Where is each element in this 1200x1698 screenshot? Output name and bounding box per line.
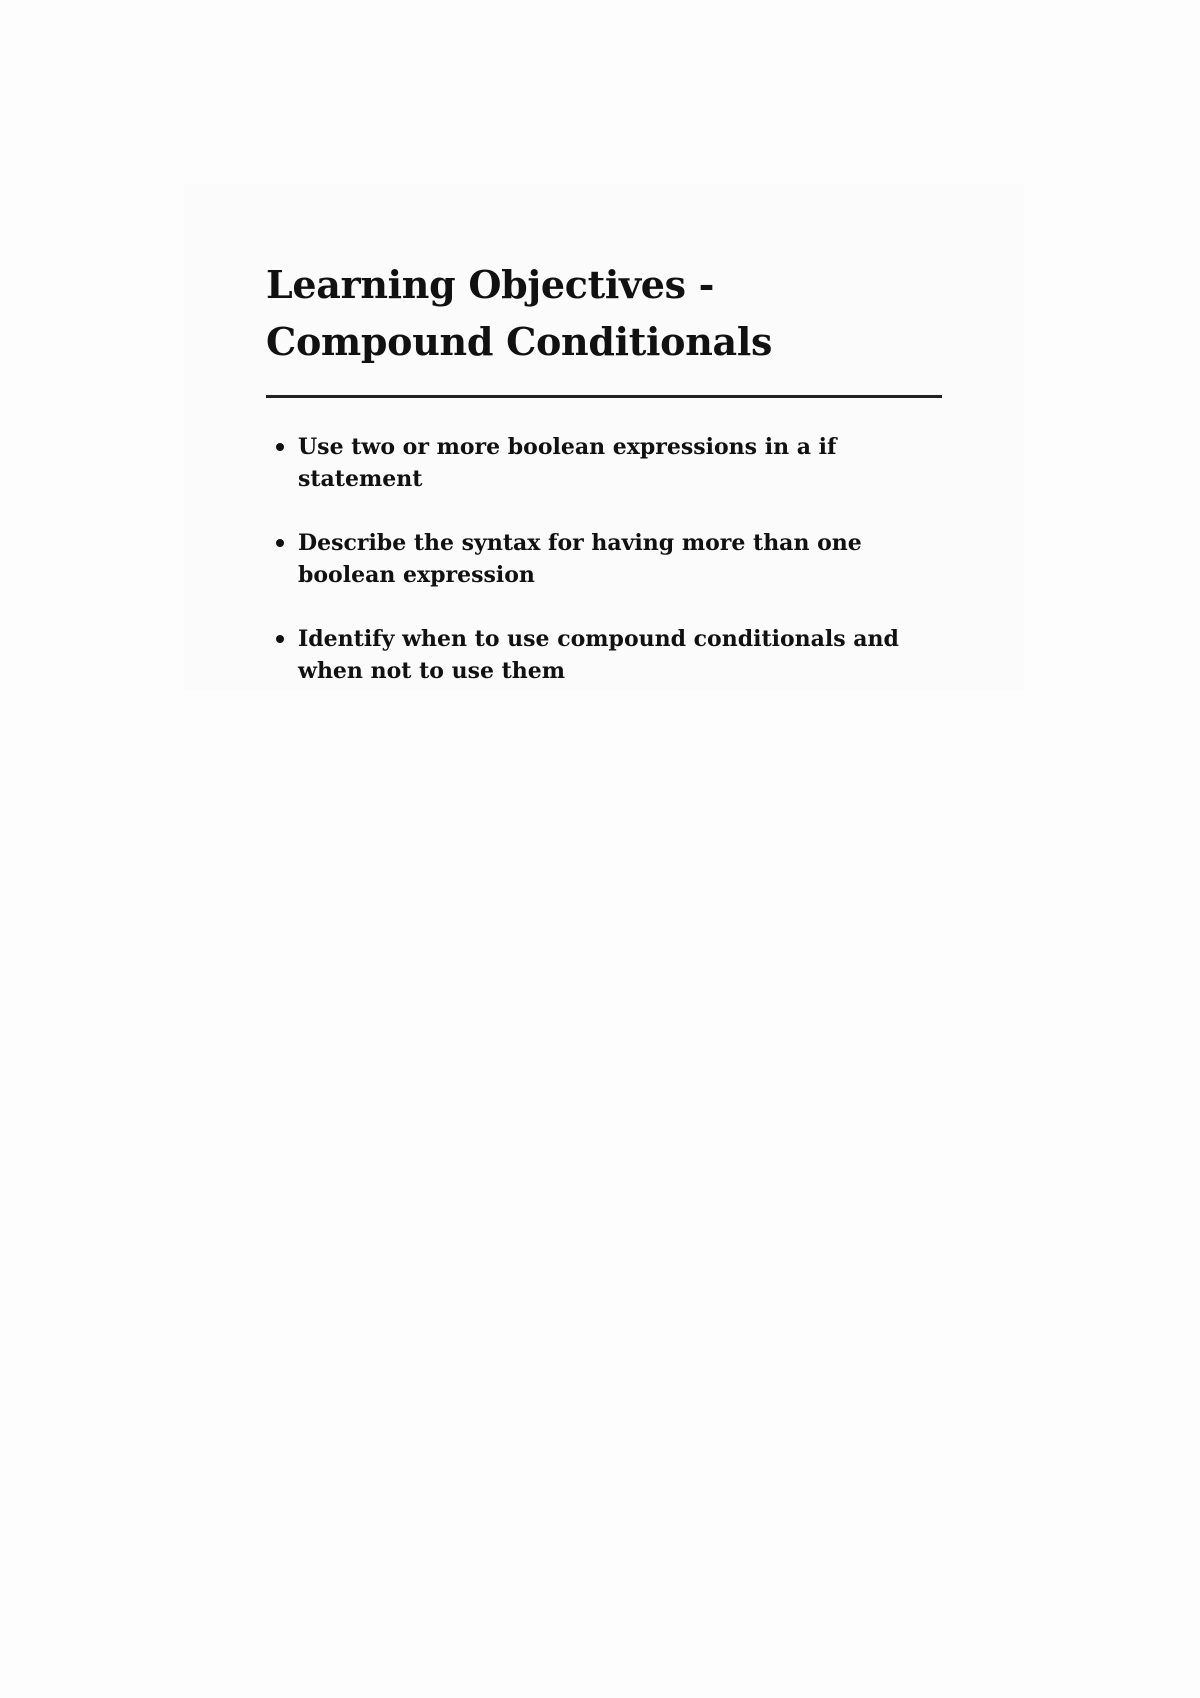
- list-item: [266, 527, 918, 591]
- page-title: Learning Objectives - Compound Conditionals: [266, 262, 773, 364]
- card-content: [266, 256, 942, 719]
- objective-text: Use two or more boolean expressions in a if statement: [298, 434, 837, 492]
- bullet-icon: [276, 539, 284, 547]
- list-item: [266, 431, 918, 495]
- objectives-list: [266, 431, 942, 687]
- bullet-icon: [276, 443, 284, 451]
- objective-text: Identify when to use compound conditionals and when not to use them: [298, 626, 899, 684]
- bullet-icon: [276, 635, 284, 643]
- objective-text: Describe the syntax for having more than one boolean expression: [298, 530, 862, 588]
- title-divider: [266, 395, 942, 398]
- objectives-card: [184, 184, 1024, 690]
- list-item: [266, 623, 918, 687]
